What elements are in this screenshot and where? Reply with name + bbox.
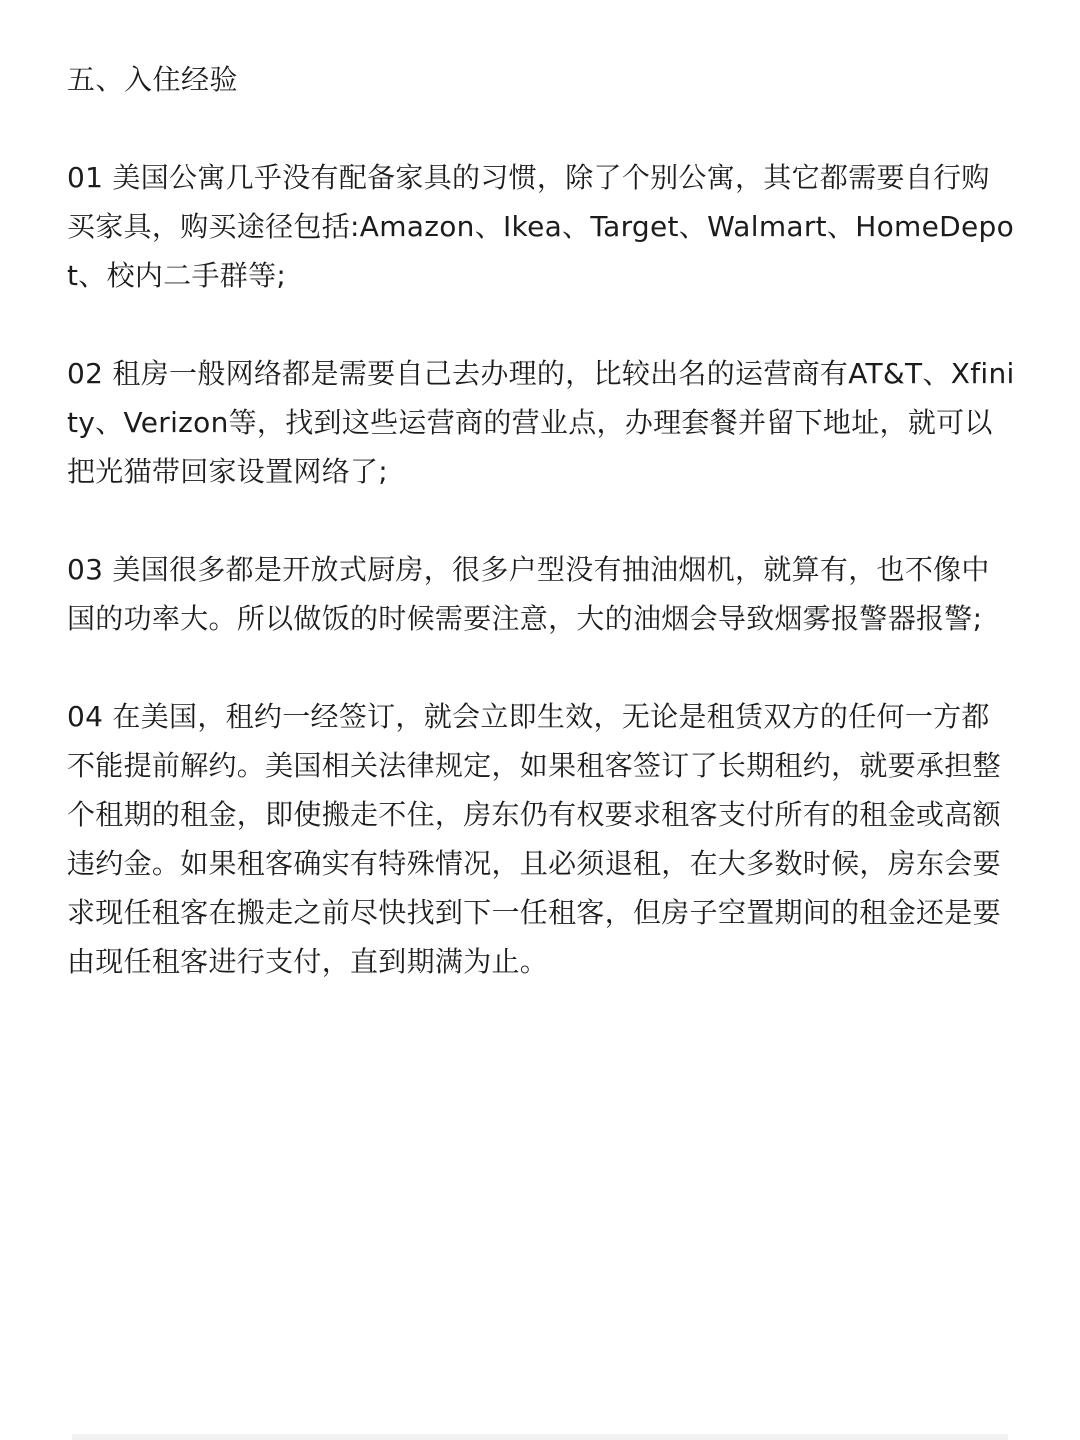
paragraph-kitchen: 03 美国很多都是开放式厨房，很多户型没有抽油烟机，就算有，也不像中国的功率大。所以做饭的时候需要注意，大的油烟会导致烟雾报警器报警; xyxy=(67,553,990,635)
document-body xyxy=(67,55,1017,1035)
bottom-divider xyxy=(72,1434,1008,1440)
paragraph-lease: 04 在美国，租约一经签订，就会立即生效，无论是租赁双方的任何一方都不能提前解约。美国相关法律规定，如果租客签订了长期租约，就要承担整个租期的租金，即使搬走不住，房东仍有权要求租客支付所有的租金或高额违约金。如果租客确实有特殊情况，且必须退租，在大多数时候，房东会要求现任租客在搬走之前尽快找到下一任租客，但房子空置期间的租金还是要由现任租客进行支付，直到期满为止。 xyxy=(67,700,1001,978)
paragraph-internet: 02 租房一般网络都是需要自己去办理的，比较出名的运营商有AT&T、Xfinity、Verizon等，找到这些运营商的营业点，办理套餐并留下地址，就可以把光猫带回家设置网络了; xyxy=(67,357,1015,488)
section-heading: 五、入住经验 xyxy=(67,63,239,96)
paragraph-furniture: 01 美国公寓几乎没有配备家具的习惯，除了个别公寓，其它都需要自行购买家具，购买途径包括:Amazon、Ikea、Target、Walmart、HomeDepot、校内二手群等; xyxy=(67,161,1015,292)
